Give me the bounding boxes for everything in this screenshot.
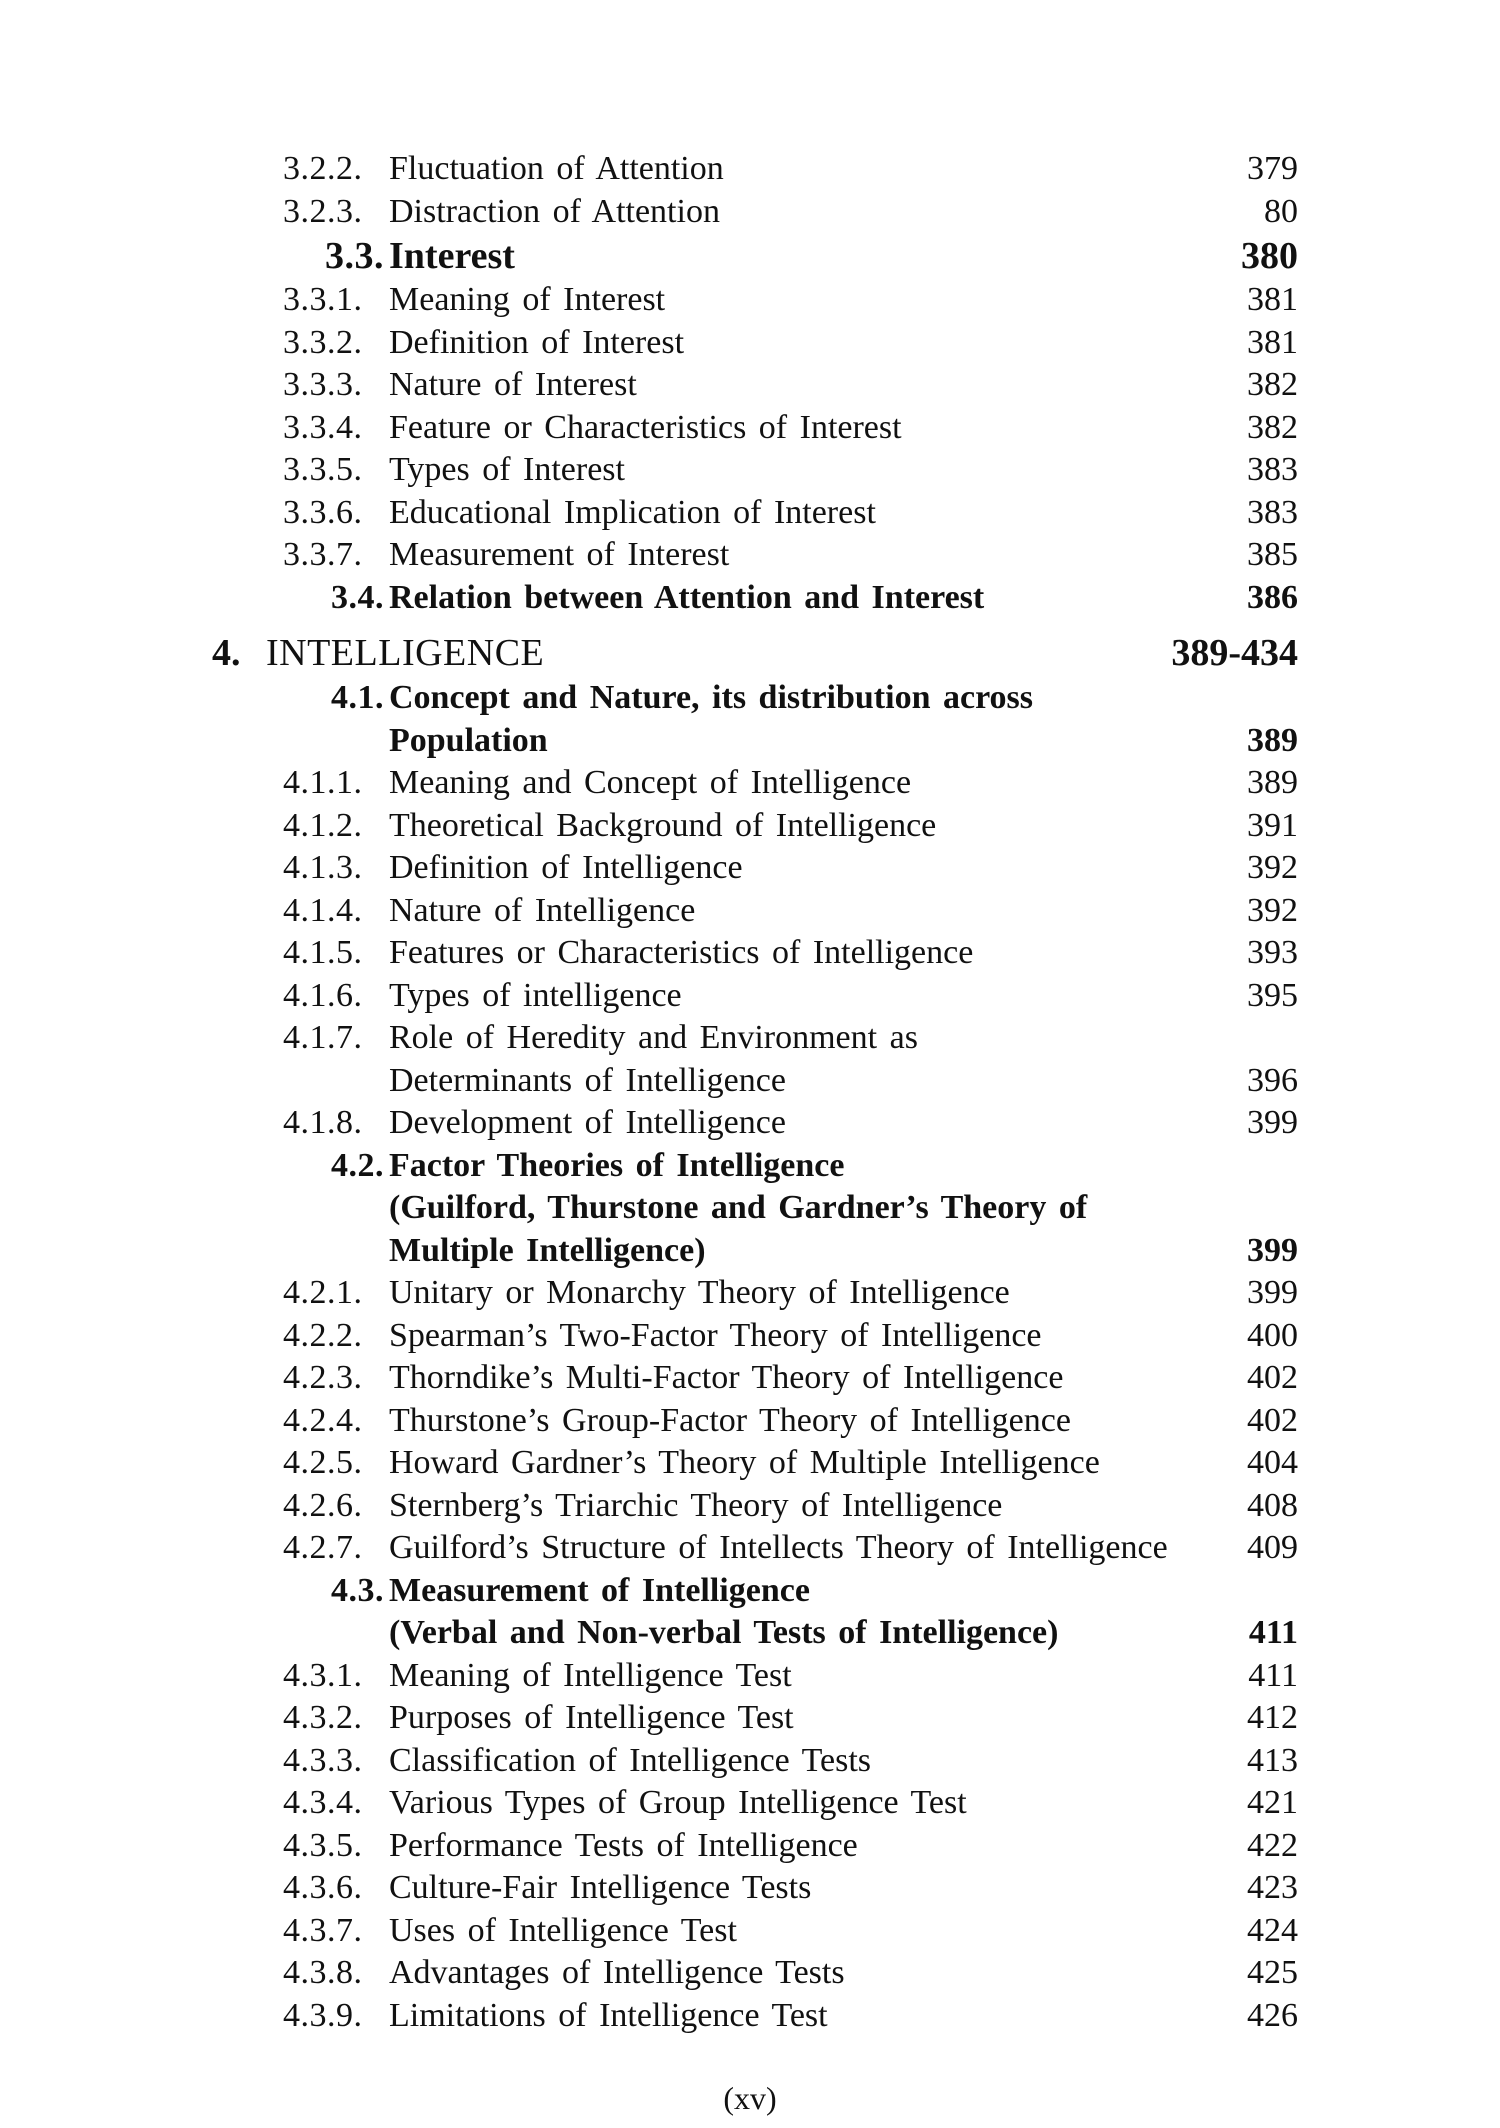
toc-entry-title: Thurstone’s Group-Factor Theory of Intelligence xyxy=(389,1401,1071,1439)
toc-entry xyxy=(0,1485,1500,1528)
toc-entry xyxy=(0,1867,1500,1910)
toc-entry xyxy=(0,1145,1500,1188)
toc-entry-number: 4.3.1. xyxy=(283,1656,363,1694)
toc-entry-title: Howard Gardner’s Theory of Multiple Intelligence xyxy=(389,1444,1100,1481)
toc-entry-title: Measurement of Interest xyxy=(389,536,730,573)
toc-entry-title: Feature or Characteristics of Interest xyxy=(389,408,902,446)
toc-page-number: 381 xyxy=(1247,323,1298,361)
toc-entry-title: Classification of Intelligence Tests xyxy=(389,1741,872,1779)
toc-entry-title: Limitations of Intelligence Test xyxy=(389,1996,828,2034)
table-of-contents xyxy=(0,148,1500,2037)
toc-entry-title: Uses of Intelligence Test xyxy=(389,1911,737,1949)
toc-page-number: 383 xyxy=(1247,493,1298,531)
toc-entry xyxy=(0,1400,1500,1443)
toc-entry xyxy=(0,449,1500,492)
toc-entry-number: 3.3.4. xyxy=(283,408,363,446)
toc-entry-number: 4.2.5. xyxy=(283,1444,363,1481)
toc-page-number: 385 xyxy=(1247,536,1298,573)
toc-entry-title: Nature of Interest xyxy=(389,366,637,403)
toc-page-number: 408 xyxy=(1247,1486,1298,1524)
toc-entry-title: Theoretical Background of Intelligence xyxy=(389,806,937,844)
toc-entry-number: 3.2.2. xyxy=(283,150,363,187)
toc-entry xyxy=(0,577,1500,620)
toc-entry xyxy=(0,407,1500,450)
toc-page-number: 424 xyxy=(1247,1911,1298,1949)
toc-entry-number: 3.3.5. xyxy=(283,451,363,488)
toc-entry-number: 4.3.5. xyxy=(283,1826,363,1864)
toc-entry-number: 4.1.3. xyxy=(283,849,363,886)
toc-entry-number: 4.1.7. xyxy=(283,1019,363,1056)
toc-entry-title: (Verbal and Non-verbal Tests of Intelligence) xyxy=(389,1614,1059,1651)
toc-entry xyxy=(0,805,1500,848)
toc-page-number: 395 xyxy=(1247,976,1298,1014)
toc-entry-title: Role of Heredity and Environment as xyxy=(389,1019,918,1056)
toc-page-number: 423 xyxy=(1247,1869,1298,1906)
toc-page-number: 381 xyxy=(1247,281,1298,318)
toc-entry xyxy=(0,148,1500,191)
toc-entry-number: 4.2.7. xyxy=(283,1529,363,1566)
toc-page-number: 421 xyxy=(1247,1784,1298,1821)
toc-page-number: 425 xyxy=(1247,1954,1298,1991)
toc-entry-number: 4.1. xyxy=(331,679,384,716)
toc-entry xyxy=(0,492,1500,535)
toc-page-number: 399 xyxy=(1247,1104,1298,1141)
toc-entry-title: Guilford’s Structure of Intellects Theory of Intelligence xyxy=(389,1529,1168,1566)
toc-entry xyxy=(0,364,1500,407)
toc-entry-title: Sternberg’s Triarchic Theory of Intelligence xyxy=(389,1486,1003,1524)
toc-entry-title: Thorndike’s Multi-Factor Theory of Intelligence xyxy=(389,1359,1064,1396)
toc-entry xyxy=(0,191,1500,234)
toc-entry xyxy=(0,1272,1500,1315)
toc-entry-number: 3.3.2. xyxy=(283,323,363,361)
toc-entry-number: 4.1.6. xyxy=(283,976,363,1014)
toc-entry xyxy=(0,629,1500,677)
toc-page-number: 389 xyxy=(1247,764,1298,801)
toc-page-number: 396 xyxy=(1247,1061,1298,1099)
toc-page-number: 379 xyxy=(1247,150,1298,187)
toc-entry-number: 4.1.4. xyxy=(283,891,363,929)
toc-entry-title: Nature of Intelligence xyxy=(389,891,696,929)
toc-entry xyxy=(0,890,1500,933)
toc-entry-number: 4.2.2. xyxy=(283,1316,363,1354)
toc-page-number: 386 xyxy=(1247,578,1298,616)
toc-entry-number: 4.3. xyxy=(331,1571,384,1609)
toc-entry-title: Determinants of Intelligence xyxy=(389,1061,786,1099)
toc-entry-title: Types of Interest xyxy=(389,451,625,488)
toc-entry-number: 3.4. xyxy=(331,578,384,616)
toc-chapter-title: INTELLIGENCE xyxy=(266,632,545,674)
toc-entry xyxy=(0,1697,1500,1740)
toc-entry xyxy=(0,932,1500,975)
toc-entry-number: 4.2.1. xyxy=(283,1274,363,1311)
toc-page-number: 389 xyxy=(1247,721,1298,759)
toc-entry-number: 3.2.3. xyxy=(283,192,363,230)
toc-entry-title: Advantages of Intelligence Tests xyxy=(389,1954,845,1991)
toc-entry-number: 4.3.6. xyxy=(283,1869,363,1906)
toc-page-number: 392 xyxy=(1247,849,1298,886)
toc-entry-number: 4.3.7. xyxy=(283,1911,363,1949)
toc-entry xyxy=(0,1740,1500,1783)
toc-page-number: 400 xyxy=(1247,1316,1298,1354)
toc-entry-number: 3.3.7. xyxy=(283,536,363,573)
toc-page-number: 409 xyxy=(1247,1529,1298,1566)
toc-page-number: 399 xyxy=(1247,1231,1298,1269)
toc-entry-title: Meaning of Interest xyxy=(389,281,666,318)
toc-page-number: 391 xyxy=(1247,806,1298,844)
toc-page-number: 422 xyxy=(1247,1826,1298,1864)
toc-entry-number: 4.3.3. xyxy=(283,1741,363,1779)
toc-page-number: 382 xyxy=(1247,408,1298,446)
toc-entry-title: Development of Intelligence xyxy=(389,1104,786,1141)
toc-entry-title: Population xyxy=(389,721,548,759)
toc-entry xyxy=(0,1952,1500,1995)
toc-entry xyxy=(0,534,1500,577)
toc-entry xyxy=(0,1442,1500,1485)
toc-page-number: 402 xyxy=(1247,1401,1298,1439)
toc-entry-title: Definition of Interest xyxy=(389,323,685,361)
toc-entry-title: Meaning of Intelligence Test xyxy=(389,1656,792,1694)
toc-entry xyxy=(0,1187,1500,1230)
toc-entry xyxy=(0,1230,1500,1273)
toc-page-number: 80 xyxy=(1264,192,1298,230)
toc-entry xyxy=(0,1527,1500,1570)
toc-page-number: 383 xyxy=(1247,451,1298,488)
toc-entry-title: Interest xyxy=(389,235,515,277)
toc-entry-number: 4.3.8. xyxy=(283,1954,363,1991)
toc-page-number: 411 xyxy=(1248,1656,1298,1694)
toc-entry-number: 4.1.1. xyxy=(283,764,363,801)
toc-page-number: 404 xyxy=(1247,1444,1298,1481)
toc-entry xyxy=(0,1315,1500,1358)
toc-entry xyxy=(0,1612,1500,1655)
toc-entry xyxy=(0,233,1500,279)
toc-entry xyxy=(0,1910,1500,1953)
toc-entry xyxy=(0,279,1500,322)
toc-entry-title: Culture-Fair Intelligence Tests xyxy=(389,1869,812,1906)
toc-page-number: 392 xyxy=(1247,891,1298,929)
toc-entry-title: Measurement of Intelligence xyxy=(389,1571,810,1609)
toc-entry xyxy=(0,677,1500,720)
toc-page-number: 426 xyxy=(1247,1996,1298,2034)
toc-entry-number: 4.2.6. xyxy=(283,1486,363,1524)
toc-entry-number: 4.3.2. xyxy=(283,1699,363,1736)
toc-entry-number: 3.3.6. xyxy=(283,493,363,531)
toc-entry xyxy=(0,1017,1500,1060)
toc-entry-title: Factor Theories of Intelligence xyxy=(389,1146,845,1184)
toc-entry xyxy=(0,720,1500,763)
toc-entry-number: 3.3.3. xyxy=(283,366,363,403)
toc-page-number: 412 xyxy=(1247,1699,1298,1736)
toc-page-number: 413 xyxy=(1247,1741,1298,1779)
toc-entry-number: 4.1.5. xyxy=(283,934,363,971)
toc-page-number: 411 xyxy=(1248,1614,1298,1651)
toc-entry-number: 4.1.8. xyxy=(283,1104,363,1141)
toc-entry xyxy=(0,1060,1500,1103)
toc-entry xyxy=(0,847,1500,890)
toc-page-number: 380 xyxy=(1241,235,1298,277)
toc-entry xyxy=(0,762,1500,805)
toc-page-range: 389-434 xyxy=(1171,632,1298,674)
toc-entry-number: 3.3. xyxy=(325,235,384,277)
toc-entry-title: Definition of Intelligence xyxy=(389,849,743,886)
toc-entry xyxy=(0,1655,1500,1698)
toc-entry xyxy=(0,1782,1500,1825)
toc-entry xyxy=(0,322,1500,365)
toc-entry-title: Spearman’s Two-Factor Theory of Intelligence xyxy=(389,1316,1042,1354)
toc-entry-title: Educational Implication of Interest xyxy=(389,493,876,531)
toc-entry xyxy=(0,1357,1500,1400)
toc-entry-title: Multiple Intelligence) xyxy=(389,1231,706,1269)
toc-entry-title: Performance Tests of Intelligence xyxy=(389,1826,858,1864)
toc-entry-title: Concept and Nature, its distribution across xyxy=(389,679,1034,716)
toc-entry-title: (Guilford, Thurstone and Gardner’s Theory of xyxy=(389,1189,1088,1226)
page-number-footer: (xv) xyxy=(723,2080,777,2116)
toc-entry-title: Relation between Attention and Interest xyxy=(389,578,985,616)
toc-entry-number: 4.3.9. xyxy=(283,1996,363,2034)
toc-entry-title: Meaning and Concept of Intelligence xyxy=(389,764,912,801)
toc-entry-title: Various Types of Group Intelligence Test xyxy=(389,1784,967,1821)
toc-entry xyxy=(0,1995,1500,2038)
toc-page-number: 402 xyxy=(1247,1359,1298,1396)
toc-chapter-number: 4. xyxy=(212,632,241,674)
toc-entry-number: 4.1.2. xyxy=(283,806,363,844)
toc-page-number: 382 xyxy=(1247,366,1298,403)
toc-entry-number: 4.2.4. xyxy=(283,1401,363,1439)
toc-entry-title: Purposes of Intelligence Test xyxy=(389,1699,794,1736)
toc-entry-title: Features or Characteristics of Intelligence xyxy=(389,934,974,971)
toc-entry-number: 3.3.1. xyxy=(283,281,363,318)
toc-entry-number: 4.2. xyxy=(331,1146,384,1184)
toc-entry xyxy=(0,1102,1500,1145)
toc-entry-number: 4.3.4. xyxy=(283,1784,363,1821)
toc-entry-title: Fluctuation of Attention xyxy=(389,150,724,187)
toc-entry-title: Types of intelligence xyxy=(389,976,682,1014)
toc-entry xyxy=(0,1570,1500,1613)
toc-entry-number: 4.2.3. xyxy=(283,1359,363,1396)
toc-entry xyxy=(0,975,1500,1018)
toc-entry xyxy=(0,1825,1500,1868)
toc-page-number: 399 xyxy=(1247,1274,1298,1311)
toc-page-number: 393 xyxy=(1247,934,1298,971)
toc-entry-title: Distraction of Attention xyxy=(389,192,720,230)
toc-entry-title: Unitary or Monarchy Theory of Intelligence xyxy=(389,1274,1010,1311)
